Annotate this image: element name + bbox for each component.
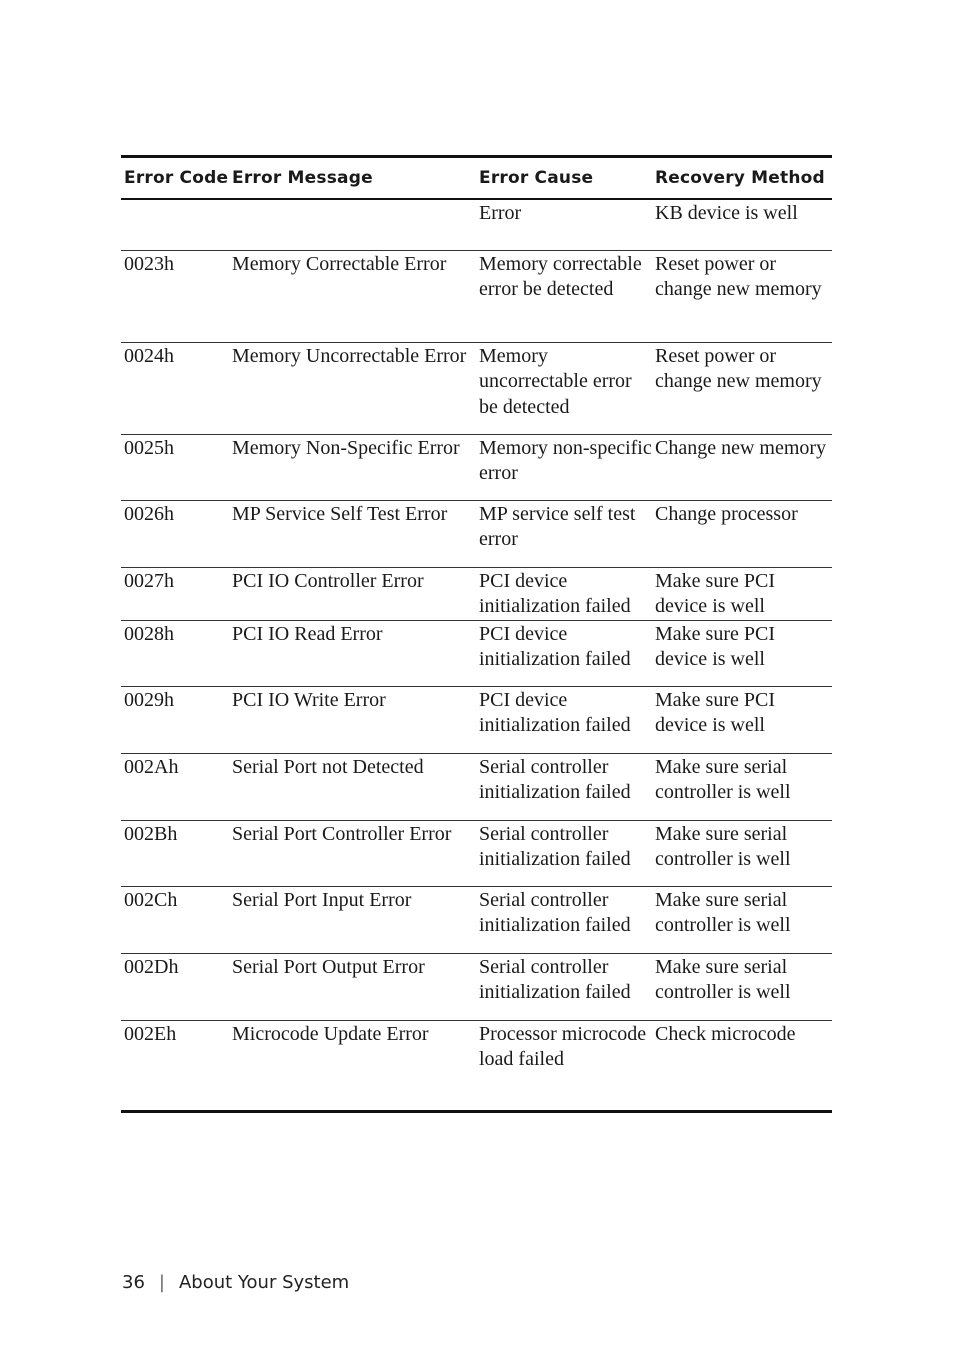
table-row <box>121 342 832 434</box>
cell-error-cause: Error <box>479 202 522 224</box>
cell-recovery-method: Make sure serial controller is well <box>655 955 791 1003</box>
table-row <box>121 199 832 250</box>
cell-error-cause: PCI device initialization failed <box>479 688 631 736</box>
header-recovery-method: Recovery Method <box>655 168 825 188</box>
cell-error-message: PCI IO Write Error <box>232 688 386 711</box>
table-header-row <box>121 157 832 200</box>
cell-error-message: Serial Port Output Error <box>232 955 425 978</box>
cell-recovery-method: Make sure PCI device is well <box>655 569 775 617</box>
cell-error-cause: Serial controller initialization failed <box>479 822 631 870</box>
footer-separator: | <box>158 1272 165 1293</box>
cell-error-message: Serial Port not Detected <box>232 755 424 778</box>
cell-recovery-method: KB device is well <box>655 202 798 224</box>
header-error-message: Error Message <box>232 168 373 188</box>
cell-error-code: 002Bh <box>124 822 178 845</box>
cell-error-message: Serial Port Input Error <box>232 888 412 911</box>
cell-recovery-method: Check microcode <box>655 1022 796 1045</box>
cell-error-cause: Memory non-specific error <box>479 436 652 484</box>
table-row <box>121 753 832 820</box>
cell-recovery-method: Change processor <box>655 502 798 525</box>
cell-error-message: Microcode Update Error <box>232 1022 429 1045</box>
cell-error-message: MP Service Self Test Error <box>232 502 448 525</box>
cell-error-code: 0028h <box>124 622 174 645</box>
cell-error-code: 002Eh <box>124 1022 177 1045</box>
cell-error-code <box>121 199 229 250</box>
cell-error-cause: Serial controller initialization failed <box>479 888 631 936</box>
cell-error-cause: PCI device initialization failed <box>479 622 631 670</box>
table-row <box>121 500 832 567</box>
cell-error-message: PCI IO Read Error <box>232 622 383 645</box>
section-title: About Your System <box>178 1272 350 1293</box>
page-number: 36 <box>122 1272 145 1293</box>
cell-error-message: Serial Port Controller Error <box>232 822 452 845</box>
cell-recovery-method: Make sure serial controller is well <box>655 755 791 803</box>
cell-error-cause: MP service self test error <box>479 502 636 550</box>
cell-error-code: 0029h <box>124 688 174 711</box>
table-row <box>121 434 832 500</box>
page-footer <box>122 1272 349 1293</box>
cell-error-cause: Serial controller initialization failed <box>479 955 631 1003</box>
cell-error-code: 0027h <box>124 569 174 592</box>
header-error-cause: Error Cause <box>479 168 594 188</box>
table-row <box>121 1020 832 1111</box>
cell-error-message: Memory Correctable Error <box>232 252 447 275</box>
cell-error-cause: Serial controller initialization failed <box>479 755 631 803</box>
cell-error-code: 0024h <box>124 344 174 367</box>
cell-error-message <box>229 199 476 250</box>
cell-error-code: 0025h <box>124 436 174 459</box>
cell-error-code: 0023h <box>124 252 174 275</box>
cell-error-cause: Memory correctable error be detected <box>479 252 642 300</box>
cell-recovery-method: Make sure PCI device is well <box>655 688 775 736</box>
table-row <box>121 567 832 620</box>
cell-error-cause: Processor microcode load failed <box>479 1022 647 1070</box>
table-row <box>121 620 832 686</box>
cell-error-code: 002Dh <box>124 955 179 978</box>
table-row <box>121 886 832 953</box>
table-row <box>121 250 832 342</box>
cell-error-message: PCI IO Controller Error <box>232 569 424 592</box>
cell-error-cause: PCI device initialization failed <box>479 569 631 617</box>
cell-error-message: Memory Uncorrectable Error <box>232 344 467 367</box>
cell-error-message: Memory Non-Specific Error <box>232 436 460 459</box>
error-code-table-container <box>121 155 832 1113</box>
cell-recovery-method: Reset power or change new memory <box>655 252 822 300</box>
cell-error-code: 0026h <box>124 502 174 525</box>
table-row <box>121 820 832 886</box>
cell-error-cause: Memory uncorrectable error be detected <box>479 344 632 418</box>
table-row <box>121 953 832 1020</box>
header-error-code: Error Code <box>124 168 229 188</box>
cell-recovery-method: Make sure serial controller is well <box>655 888 791 936</box>
cell-recovery-method: Make sure PCI device is well <box>655 622 775 670</box>
cell-error-code: 002Ah <box>124 755 179 778</box>
error-code-table <box>121 155 832 1113</box>
table-row <box>121 686 832 753</box>
cell-recovery-method: Reset power or change new memory <box>655 344 822 392</box>
cell-recovery-method: Change new memory <box>655 436 827 459</box>
cell-error-code: 002Ch <box>124 888 178 911</box>
cell-recovery-method: Make sure serial controller is well <box>655 822 791 870</box>
